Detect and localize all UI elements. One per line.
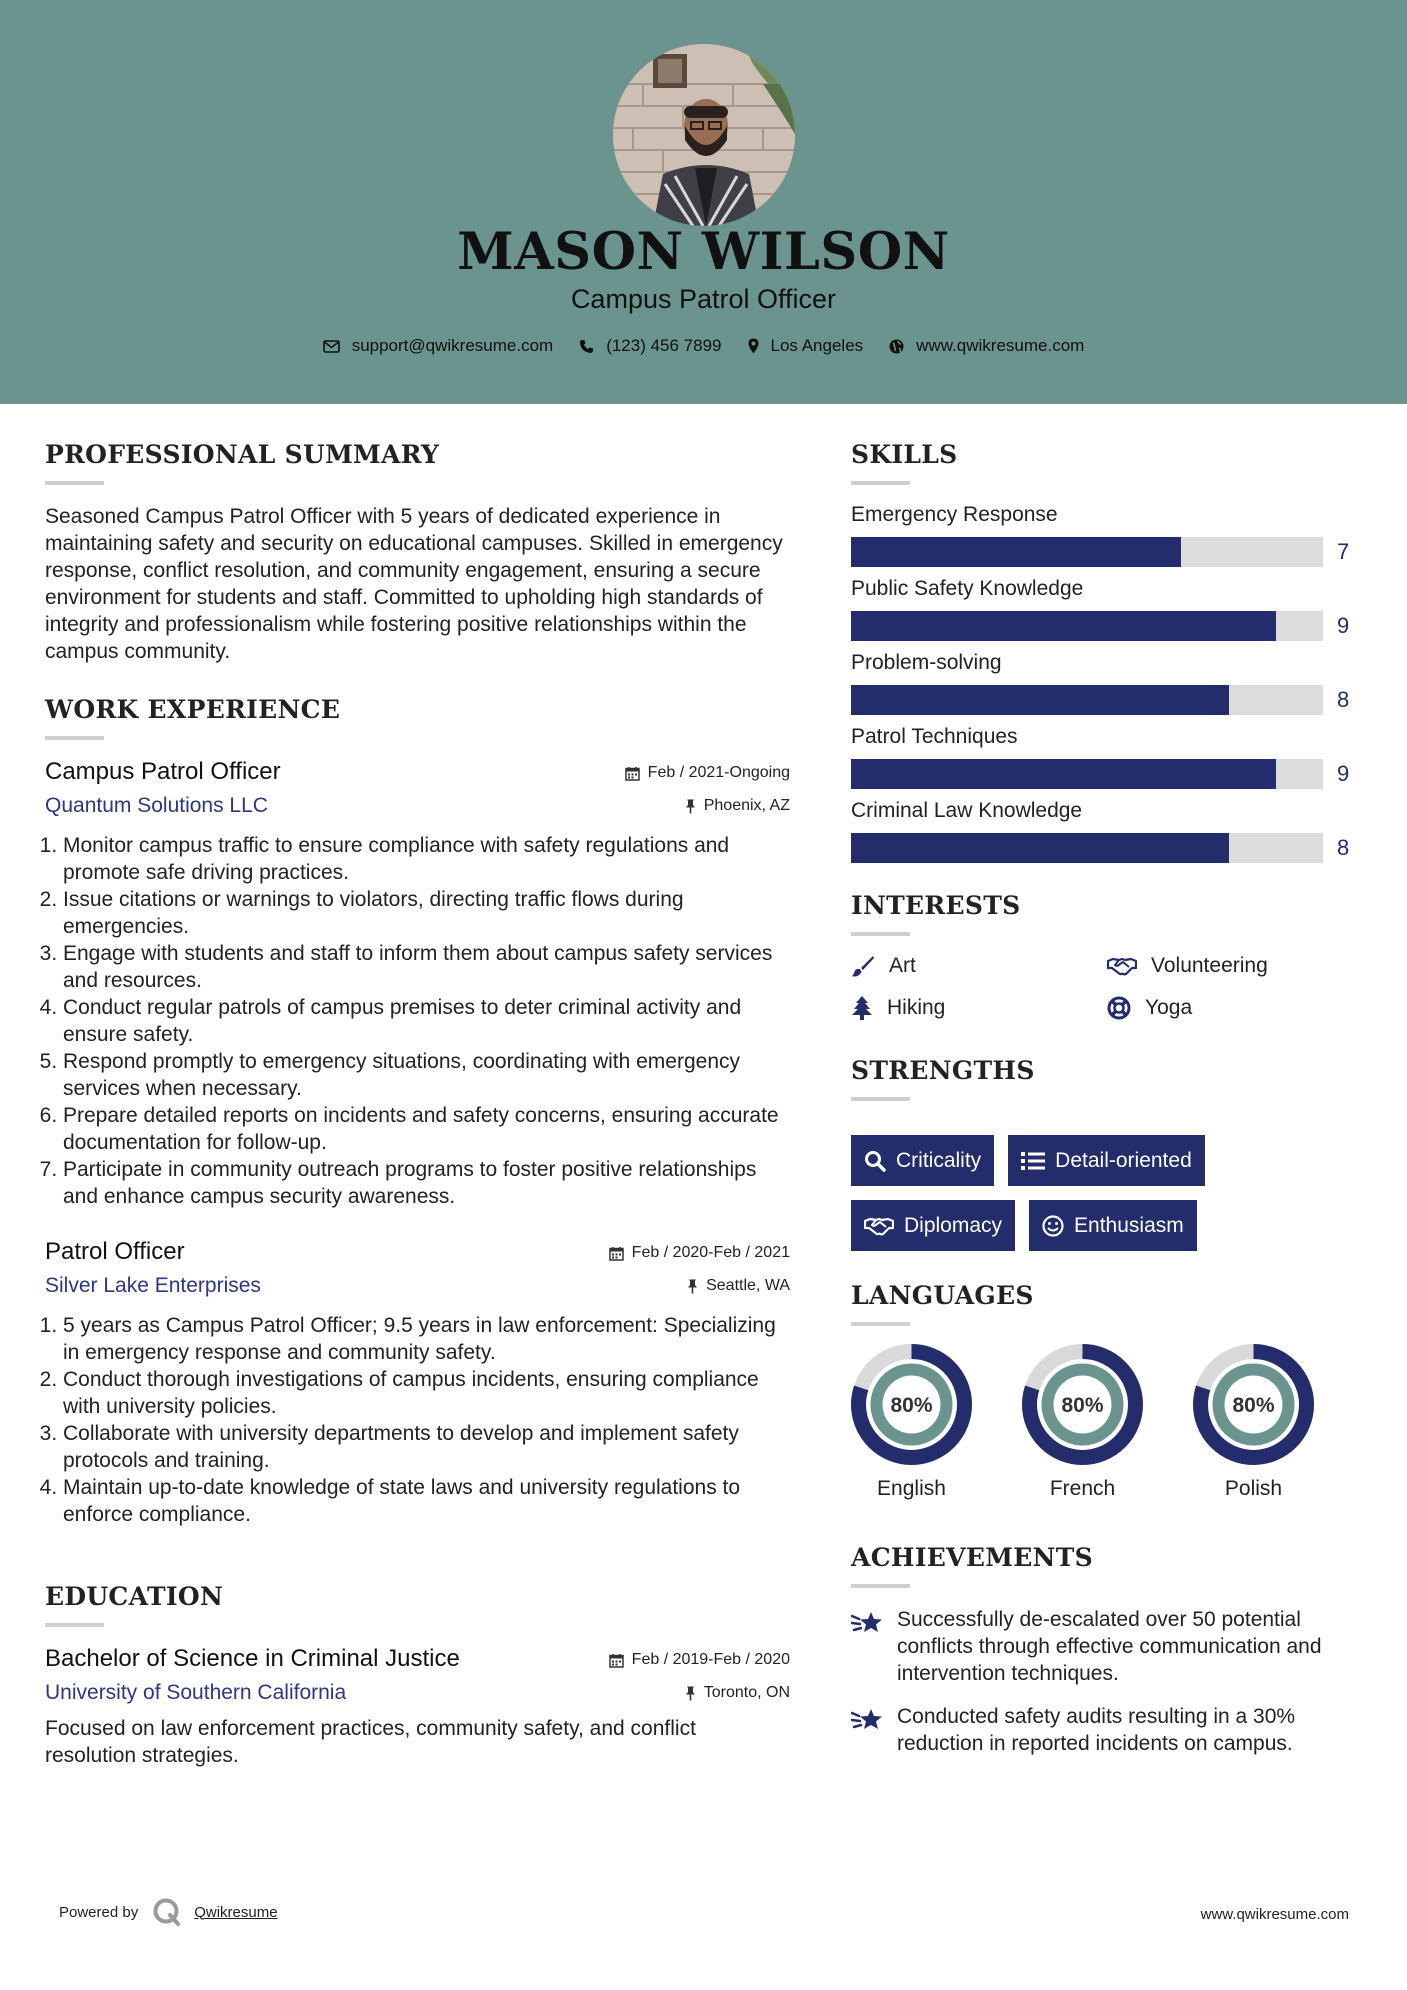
interest-label: Hiking <box>887 996 946 1019</box>
degree-title: Bachelor of Science in Criminal Justice <box>45 1645 460 1672</box>
job-dates-text: Feb / 2020-Feb / 2021 <box>631 1244 790 1261</box>
skill-bar-track <box>851 611 1323 641</box>
skill-name: Public Safety Knowledge <box>851 577 1084 600</box>
lifebuoy-icon <box>1107 996 1131 1020</box>
language-name: French <box>1049 1477 1116 1500</box>
duty-item: 5. Respond promptly to emergency situations, coordinating with emergency services when necessary. <box>63 1048 790 1102</box>
interest-label: Art <box>889 954 916 977</box>
interests-section <box>851 891 1361 1020</box>
language-item <box>1193 1344 1314 1501</box>
skill-value: 8 <box>1337 687 1350 712</box>
language-ring <box>1022 1344 1143 1465</box>
interest-label: Volunteering <box>1151 954 1268 977</box>
achievement-item <box>851 1606 1361 1687</box>
education-heading: EDUCATION <box>45 1582 224 1611</box>
section-divider <box>45 1623 104 1627</box>
search-icon <box>864 1150 886 1172</box>
interest-item <box>851 996 1107 1020</box>
strengths-list <box>851 1135 1361 1251</box>
handshake-icon <box>864 1216 894 1236</box>
list-icon <box>1021 1151 1045 1171</box>
interest-label: Yoga <box>1145 996 1193 1019</box>
strength-label: Criticality <box>896 1148 982 1172</box>
skill-item <box>851 651 1361 715</box>
candidate-name: MASON WILSON <box>457 222 950 282</box>
education-dates <box>609 1651 790 1669</box>
strength-tag <box>851 1135 994 1186</box>
job-location-text: Seattle, WA <box>706 1277 790 1294</box>
achievement-text: Successfully de-escalated over 50 potential conflicts through effective communication and intervention techniques. <box>897 1608 1322 1685</box>
left-column <box>45 440 790 1769</box>
strength-tag <box>1008 1135 1205 1186</box>
calendar-icon <box>609 1246 624 1261</box>
tree-icon <box>851 996 873 1020</box>
strengths-heading: STRENGTHS <box>851 1056 1035 1085</box>
company-name: Silver Lake Enterprises <box>45 1274 261 1297</box>
contact-bar <box>0 336 1407 356</box>
duty-item: 2. Conduct thorough investigations of campus incidents, ensuring compliance with university policies. <box>63 1366 790 1420</box>
skill-bar-fill <box>851 611 1276 641</box>
profile-photo <box>613 44 795 226</box>
job-duties <box>45 832 790 1210</box>
skill-bar-fill <box>851 833 1229 863</box>
smile-icon <box>1042 1215 1064 1237</box>
job-location-text: Phoenix, AZ <box>703 797 790 814</box>
skill-bar-track <box>851 685 1323 715</box>
skill-bar-track <box>851 537 1323 567</box>
duty-item: 1. Monitor campus traffic to ensure compliance with safety regulations and promote safe driving practices. <box>63 832 790 886</box>
skill-bar-track <box>851 833 1323 863</box>
duty-item: 3. Collaborate with university departments to develop and implement safety protocols and training. <box>63 1420 790 1474</box>
contact-website[interactable] <box>889 336 1084 356</box>
interests-list <box>851 954 1361 1020</box>
skill-name: Emergency Response <box>851 503 1058 526</box>
contact-location <box>748 336 864 356</box>
phone-icon <box>579 339 594 354</box>
skill-item <box>851 799 1361 863</box>
skill-value: 9 <box>1337 613 1350 638</box>
strength-label: Detail-oriented <box>1055 1148 1192 1172</box>
skills-heading: SKILLS <box>851 440 958 469</box>
strength-label: Enthusiasm <box>1074 1213 1184 1237</box>
skill-name: Patrol Techniques <box>851 725 1018 748</box>
school-name: University of Southern California <box>45 1681 347 1704</box>
skill-item <box>851 725 1361 789</box>
skill-name: Criminal Law Knowledge <box>851 799 1083 822</box>
education-location <box>685 1684 790 1702</box>
qwikresume-logo-icon <box>152 1897 182 1927</box>
job-entry <box>45 758 790 1210</box>
skills-list <box>851 503 1361 863</box>
section-divider <box>851 1097 910 1101</box>
paintbrush-icon <box>851 955 875 977</box>
skill-value: 8 <box>1337 835 1350 860</box>
strength-tag <box>851 1200 1015 1251</box>
job-duties <box>45 1312 790 1528</box>
experience-section <box>45 695 790 1528</box>
contact-website-text: www.qwikresume.com <box>916 336 1085 355</box>
interest-item <box>1107 996 1357 1020</box>
map-pin-icon <box>748 338 759 354</box>
duty-item: 4. Maintain up-to-date knowledge of state laws and university regulations to enforce compliance. <box>63 1474 790 1528</box>
language-item <box>851 1344 972 1501</box>
profile-photo-image <box>613 44 795 226</box>
envelope-icon <box>323 340 340 353</box>
job-entry <box>45 1238 790 1528</box>
language-item <box>1022 1344 1143 1501</box>
powered-by-text: Powered by <box>59 1903 139 1921</box>
contact-phone[interactable] <box>579 336 721 356</box>
company-name: Quantum Solutions LLC <box>45 794 268 817</box>
skill-item <box>851 503 1361 567</box>
education-location-text: Toronto, ON <box>703 1684 790 1701</box>
skill-value: 7 <box>1337 539 1350 564</box>
language-percent: 80% <box>1232 1394 1275 1417</box>
contact-phone-text: (123) 456 7899 <box>606 336 722 355</box>
skill-bar-fill <box>851 537 1181 567</box>
education-dates-text: Feb / 2019-Feb / 2020 <box>631 1651 790 1668</box>
interest-item <box>851 954 1107 978</box>
achievements-heading: ACHIEVEMENTS <box>851 1543 1093 1572</box>
skill-item <box>851 577 1361 641</box>
languages-list <box>851 1344 1361 1501</box>
summary-section <box>45 440 790 665</box>
language-ring <box>851 1344 972 1465</box>
section-divider <box>851 1584 910 1588</box>
job-location <box>685 797 790 815</box>
achievement-item <box>851 1703 1361 1757</box>
job-dates <box>609 1244 790 1262</box>
duty-item: 1. 5 years as Campus Patrol Officer; 9.5 years in law enforcement: Specializing in emergency response and community safety. <box>63 1312 790 1366</box>
skills-section <box>851 440 1361 863</box>
education-section <box>45 1582 790 1769</box>
duty-item: 6. Prepare detailed reports on incidents and safety concerns, ensuring accurate documentation for follow-up. <box>63 1102 790 1156</box>
job-dates-text: Feb / 2021-Ongoing <box>647 764 790 781</box>
contact-location-text: Los Angeles <box>770 336 864 355</box>
language-ring <box>1193 1344 1314 1465</box>
contact-email[interactable] <box>323 336 554 356</box>
qwikresume-link[interactable]: Qwikresume <box>194 1903 278 1921</box>
skill-bar-fill <box>851 685 1229 715</box>
achievements-section <box>851 1543 1361 1757</box>
language-percent: 80% <box>890 1394 933 1417</box>
handshake-icon <box>1107 956 1137 976</box>
job-dates <box>625 764 790 782</box>
section-divider <box>851 1322 910 1326</box>
skill-bar-track <box>851 759 1323 789</box>
pushpin-icon <box>685 1686 696 1701</box>
skill-name: Problem-solving <box>851 651 1002 674</box>
language-percent: 80% <box>1061 1394 1104 1417</box>
globe-icon <box>889 339 904 354</box>
strength-tag <box>1029 1200 1197 1251</box>
education-description: Focused on law enforcement practices, community safety, and conflict resolution strategies. <box>45 1717 696 1767</box>
section-divider <box>45 736 104 740</box>
achievement-text: Conducted safety audits resulting in a 30% reduction in reported incidents on campus. <box>897 1705 1296 1755</box>
section-divider <box>851 932 910 936</box>
skill-bar-fill <box>851 759 1276 789</box>
shooting-star-icon <box>851 1608 883 1636</box>
footer-powered-by <box>59 1897 278 1927</box>
duty-item: 7. Participate in community outreach programs to foster positive relationships and enhance campus security awareness. <box>63 1156 790 1210</box>
section-divider <box>851 481 910 485</box>
interest-item <box>1107 954 1357 978</box>
job-location <box>687 1277 790 1295</box>
section-divider <box>45 481 104 485</box>
shooting-star-icon <box>851 1705 883 1733</box>
summary-heading: PROFESSIONAL SUMMARY <box>45 440 440 469</box>
strength-label: Diplomacy <box>904 1213 1003 1237</box>
candidate-title: Campus Patrol Officer <box>570 284 837 314</box>
experience-heading: WORK EXPERIENCE <box>45 695 341 724</box>
duty-item: 4. Conduct regular patrols of campus premises to deter criminal activity and ensure safety. <box>63 994 790 1048</box>
languages-section <box>851 1281 1361 1501</box>
languages-heading: LANGUAGES <box>851 1281 1034 1310</box>
contact-email-text: support@qwikresume.com <box>351 336 554 355</box>
calendar-icon <box>609 1653 624 1668</box>
language-name: English <box>877 1477 946 1500</box>
calendar-icon <box>625 766 640 781</box>
interests-heading: INTERESTS <box>851 891 1021 920</box>
duty-item: 3. Engage with students and staff to inform them about campus safety services and resources. <box>63 940 790 994</box>
job-title: Patrol Officer <box>45 1238 185 1265</box>
job-title: Campus Patrol Officer <box>45 758 281 785</box>
language-name: Polish <box>1224 1477 1283 1500</box>
summary-text: Seasoned Campus Patrol Officer with 5 years of dedicated experience in maintaining safety and security on educational campuses. Skilled in emergency response, conflict resolution, and community engagement, ensuring a secure environment for students and staff. Committed to upholding high standards of integrity and professionalism while fostering positive relationships within the campus community. <box>45 505 783 663</box>
duty-item: 2. Issue citations or warnings to violators, directing traffic flows during emergencies. <box>63 886 790 940</box>
pushpin-icon <box>687 1279 698 1294</box>
footer-website[interactable]: www.qwikresume.com <box>1200 1906 1349 1923</box>
pushpin-icon <box>685 799 696 814</box>
right-column <box>851 440 1361 1773</box>
strengths-section <box>851 1056 1361 1251</box>
resume-header <box>0 0 1407 404</box>
skill-value: 9 <box>1337 761 1350 786</box>
